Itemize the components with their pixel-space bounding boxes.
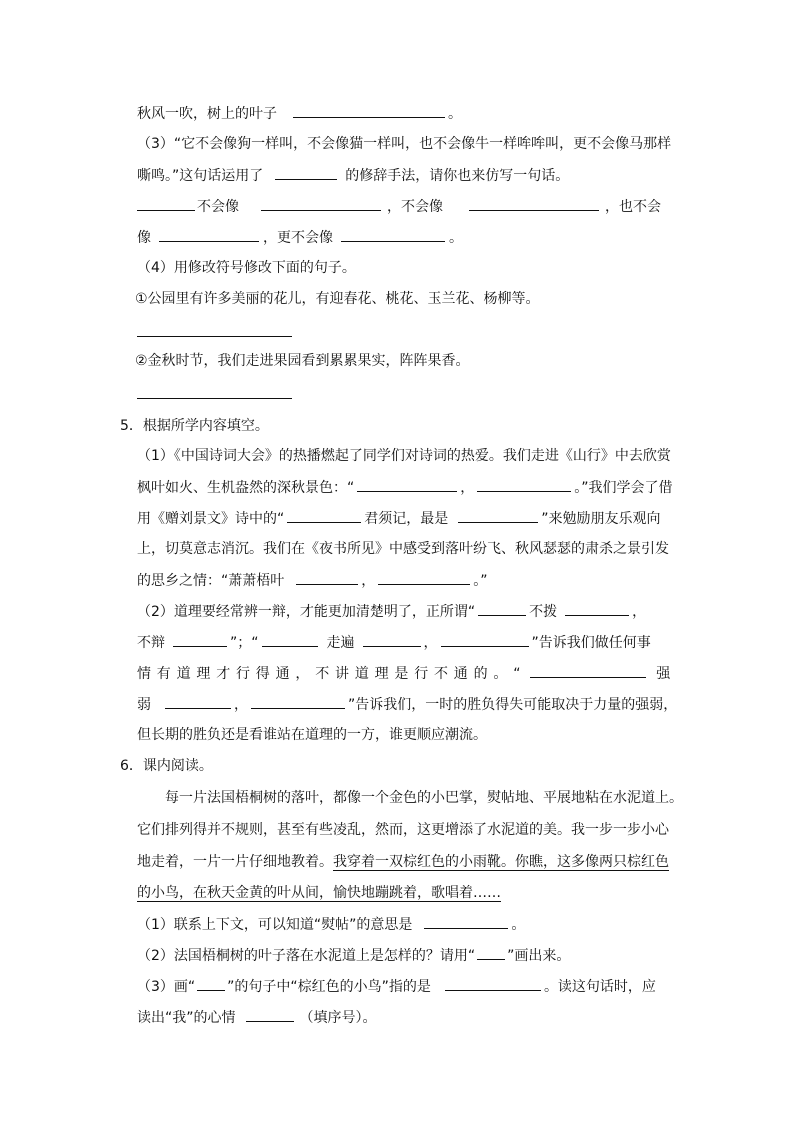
q5-text: 。” bbox=[473, 573, 488, 589]
proverb-blank[interactable] bbox=[165, 694, 231, 709]
q6-question-text: 。读这句话时，应 bbox=[543, 979, 656, 995]
q4-item3-text: 。 bbox=[449, 230, 463, 246]
q6-question-text: （填序号）。 bbox=[299, 1010, 377, 1026]
q5-text: 不辩 bbox=[137, 635, 165, 651]
underlined-sentence: 的小鸟，在秋天金黄的叶从间，愉快地蹦跳着，歌唱着 bbox=[137, 885, 473, 901]
passage-text: 它们排列得并不规则，甚至有些凌乱，然而，这更增添了水泥道的美。我一步一步小心 bbox=[137, 822, 669, 838]
q5-p1-line4 bbox=[137, 539, 669, 559]
q6-title-text: 6．课内阅读。 bbox=[120, 758, 213, 774]
passage-line4 bbox=[137, 883, 501, 903]
q5-text: 走遍 bbox=[326, 635, 355, 651]
q6-title bbox=[120, 756, 213, 776]
q6-question-text: （3）画“ bbox=[137, 979, 196, 995]
punct: ， bbox=[234, 697, 248, 713]
q5-text: 不拨 bbox=[529, 604, 558, 620]
proverb-blank[interactable] bbox=[565, 601, 629, 616]
mood-blank[interactable] bbox=[246, 1007, 294, 1022]
q5-p2-line3 bbox=[137, 663, 676, 684]
q5-text: 情有道理才行得通，不讲道理是行不通的。“ bbox=[137, 666, 527, 682]
sentence-to-fix: ①公园里有许多美丽的花儿，有迎春花、桃花、玉兰花、杨柳等。 bbox=[135, 291, 540, 307]
poem-blank[interactable] bbox=[296, 570, 358, 585]
q6-q1 bbox=[137, 914, 525, 935]
q4-item3-text: （3）“它不会像狗一样叫，不会像猫一样叫，也不会像牛一样哞哞叫，更不会像马那样 bbox=[137, 136, 672, 152]
q5-text: ”告诉我们做任何事 bbox=[531, 635, 651, 651]
q6-question-text: ”画出来。 bbox=[507, 948, 571, 964]
q5-text: ”来勉励朋友乐观向 bbox=[541, 511, 661, 527]
q4-item3-text: ，不会像 bbox=[387, 199, 443, 215]
q5-p1-line5 bbox=[137, 570, 488, 591]
q5-title bbox=[120, 416, 269, 436]
q5-text: 强 bbox=[656, 666, 677, 682]
passage-line1 bbox=[165, 788, 683, 808]
q5-text: 用《赠刘景文》诗中的“ bbox=[137, 511, 285, 527]
q6-question-text: 读出“我”的心情 bbox=[137, 1010, 236, 1026]
q5-text: 君须记，最是 bbox=[364, 511, 449, 527]
q6-question-text: （2）法国梧桐树的叶子落在水泥道上是怎样的？请用“ bbox=[137, 948, 476, 964]
punct: 。 bbox=[511, 917, 526, 933]
poem-blank[interactable] bbox=[287, 508, 361, 523]
proverb-blank[interactable] bbox=[530, 663, 646, 678]
q4-item4-title bbox=[137, 258, 356, 278]
q5-text: 枫叶如火、生机盎然的深秋景色：“ bbox=[137, 480, 355, 496]
punct: ， bbox=[632, 604, 647, 620]
q4-item3-text: 不会像 bbox=[197, 199, 239, 215]
correction-line[interactable] bbox=[137, 398, 292, 399]
proverb-blank[interactable] bbox=[251, 694, 345, 709]
q5-p2-line4 bbox=[137, 694, 677, 715]
q5-text: 但长期的胜负还是看谁站在道理的一方，谁更顺应潮流。 bbox=[137, 727, 487, 743]
passage-line3 bbox=[137, 852, 669, 872]
punct: 。 bbox=[448, 106, 462, 122]
ellipsis: …… bbox=[473, 885, 501, 901]
q4-item3-text: ，更不会像 bbox=[263, 230, 333, 246]
q5-text: ”告诉我们，一时的胜负得失可能取决于力量的强弱， bbox=[348, 697, 678, 713]
q6-q3-line2 bbox=[137, 1007, 377, 1028]
proverb-blank[interactable] bbox=[441, 632, 529, 647]
q4-item3-text: ，也不会 bbox=[605, 199, 661, 215]
correction-line[interactable] bbox=[137, 336, 292, 337]
passage-text: 每一片法国梧桐树的落叶，都像一个金色的小巴掌，熨帖地、平展地粘在水泥道上。 bbox=[165, 790, 683, 806]
punct: ， bbox=[361, 573, 376, 589]
q5-text: （1）《中国诗词大会》的热播燃起了同学们对诗词的热爱。我们走进《山行》中去欣赏 bbox=[137, 448, 671, 464]
proverb-blank[interactable] bbox=[478, 601, 526, 616]
passage-text: 地走着，一片一片仔细地教着。 bbox=[137, 854, 333, 870]
q5-text: （2）道理要经常辨一辩，才能更加清楚明了，正所谓“ bbox=[137, 604, 476, 620]
imitation-blank[interactable] bbox=[469, 196, 599, 211]
q4-item3-line1 bbox=[137, 134, 671, 154]
q4-item3-text: 的修辞手法，请你也来仿写一句话。 bbox=[345, 168, 570, 184]
poem-blank[interactable] bbox=[378, 570, 470, 585]
poem-blank[interactable] bbox=[477, 477, 571, 492]
underlined-sentence: 我穿着一双棕红色的小雨靴。你瞧，这多像两只棕红色 bbox=[333, 854, 669, 870]
imitation-blank[interactable] bbox=[159, 227, 259, 242]
imitation-blank[interactable] bbox=[261, 196, 381, 211]
meaning-blank[interactable] bbox=[424, 914, 508, 929]
poem-blank[interactable] bbox=[458, 508, 538, 523]
underline-symbol bbox=[197, 976, 225, 991]
rhetoric-blank[interactable] bbox=[275, 165, 337, 180]
q4-item3-line2 bbox=[137, 165, 569, 186]
q4-item4-title-text: （4）用修改符号修改下面的句子。 bbox=[137, 260, 356, 276]
passage-line2 bbox=[137, 820, 669, 840]
q5-text: 弱 bbox=[137, 697, 151, 713]
autumn-wind-text: 秋风一吹，树上的叶子 bbox=[137, 106, 277, 122]
q5-text: 的思乡之情：“萧萧梧叶 bbox=[137, 573, 285, 589]
q4-item3-line3 bbox=[137, 196, 661, 217]
proverb-blank[interactable] bbox=[173, 632, 227, 647]
q6-q2 bbox=[137, 945, 570, 966]
bird-answer-blank[interactable] bbox=[445, 976, 541, 991]
q5-p2-line5 bbox=[137, 725, 487, 745]
imitation-blank[interactable] bbox=[137, 196, 195, 211]
q5-text: ”；“ bbox=[230, 635, 259, 651]
q4-item3-line4 bbox=[137, 227, 463, 248]
q5-text: 上，切莫意志消沉。我们在《夜书所见》中感受到落叶纷飞、秋风瑟瑟的肃杀之景引发 bbox=[137, 541, 669, 557]
q5-title-text: 5．根据所学内容填空。 bbox=[120, 418, 269, 434]
proverb-blank[interactable] bbox=[262, 632, 318, 647]
q5-p1-line3 bbox=[137, 508, 661, 529]
q6-question-text: ”的句子中“棕红色的小鸟”指的是 bbox=[227, 979, 431, 995]
q5-text: 。”我们学会了借 bbox=[574, 480, 673, 496]
q5-p2-line2 bbox=[137, 632, 651, 653]
q4-item4-sentence2 bbox=[135, 351, 470, 371]
punct: ， bbox=[423, 635, 438, 651]
proverb-blank[interactable] bbox=[363, 632, 421, 647]
autumn-wind-line bbox=[137, 103, 462, 124]
sentence-to-fix: ②金秋时节，我们走进果园看到累累果实，阵阵果香。 bbox=[135, 353, 470, 369]
poem-blank[interactable] bbox=[357, 477, 457, 492]
q6-question-text: （1）联系上下文，可以知道“熨帖”的意思是 bbox=[137, 917, 413, 933]
q5-p1-line2 bbox=[137, 477, 673, 498]
q5-p1-line1 bbox=[137, 446, 671, 466]
answer-blank[interactable] bbox=[293, 103, 445, 118]
q4-item3-text: 嘶鸣。”这句话运用了 bbox=[137, 168, 264, 184]
imitation-blank[interactable] bbox=[341, 227, 445, 242]
punct: ， bbox=[460, 480, 475, 496]
underline-symbol bbox=[477, 945, 505, 960]
q4-item4-sentence1 bbox=[135, 289, 540, 309]
q6-q3-line1 bbox=[137, 976, 656, 997]
q5-p2-line1 bbox=[137, 601, 646, 622]
q4-item3-text: 像 bbox=[137, 230, 151, 246]
